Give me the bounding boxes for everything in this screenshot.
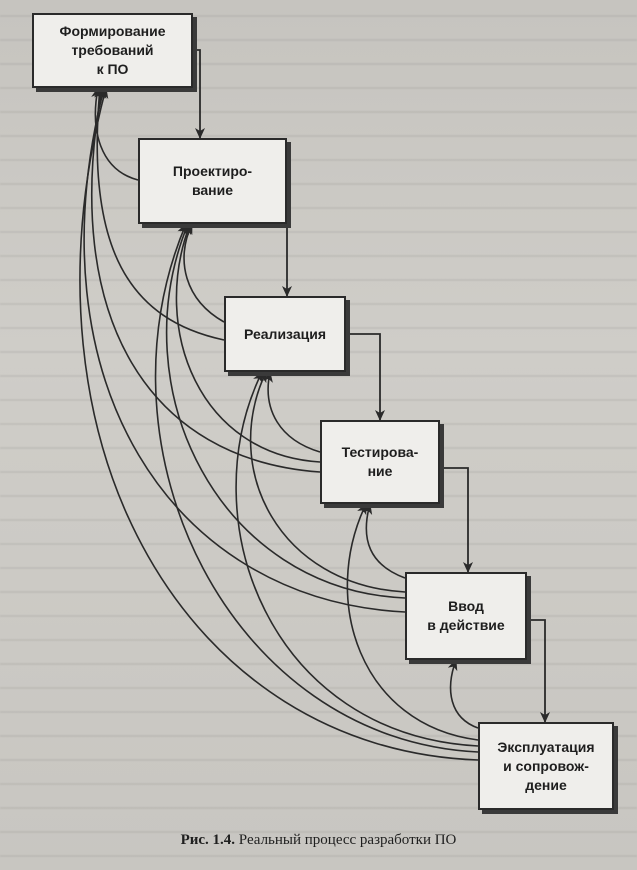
stage-design-label: Проектиро- вание	[172, 163, 253, 198]
stage-requirements-label: Формирование требований к ПО	[59, 23, 166, 77]
figure-caption	[0, 832, 637, 849]
stage-implementation-label: Реализация	[243, 325, 326, 342]
stage-operation-label: Эксплуатация и сопровож- дение	[497, 738, 595, 793]
feedback-operation-to-deployment	[451, 660, 478, 728]
stage-requirements	[32, 13, 193, 88]
feedback-deployment-to-design	[167, 224, 405, 598]
connector-requirements-design	[193, 50, 200, 138]
stage-design	[138, 138, 287, 224]
stage-testing-label: Тестирова- ние	[341, 444, 419, 479]
stage-testing	[320, 420, 440, 504]
connector-deployment-operation	[527, 620, 545, 722]
stage-deployment-label: Ввод в действие	[427, 598, 505, 633]
connector-implementation-testing	[346, 334, 380, 420]
feedback-deployment-to-testing	[366, 504, 405, 578]
connector-testing-deployment	[440, 468, 468, 572]
figure-number: Рис. 1.4.	[180, 832, 236, 848]
stage-implementation	[224, 296, 346, 372]
feedback-testing-to-implementation	[268, 372, 320, 452]
figure-title: Реальный процесс разработки ПО	[238, 832, 457, 848]
feedback-implementation-to-design	[184, 224, 224, 322]
stage-operation	[478, 722, 614, 810]
stage-deployment	[405, 572, 527, 660]
